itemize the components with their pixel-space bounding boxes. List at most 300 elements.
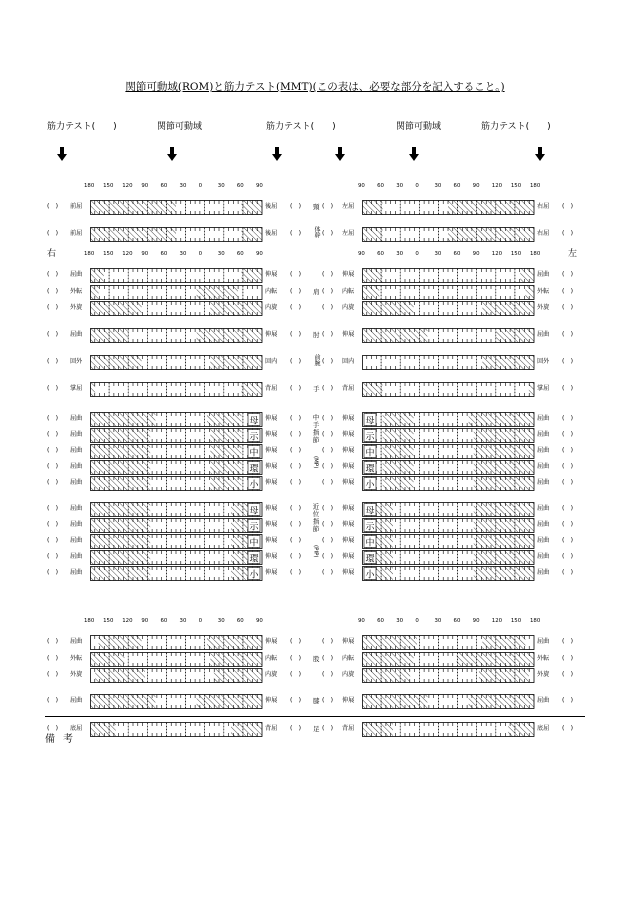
finger-label: 示 xyxy=(365,432,375,443)
rom-scale-box[interactable] xyxy=(90,227,263,242)
rom-scale-box[interactable] xyxy=(362,534,535,549)
hatched-region xyxy=(241,269,262,283)
group-label-pip-abbr: (PIP) xyxy=(312,545,319,558)
hatched-region xyxy=(90,356,142,370)
mmt-paren-left: ( ) xyxy=(47,638,59,645)
mmt-paren-mid-right: ( ) xyxy=(322,725,334,732)
motion-label-right-1: 伸展 xyxy=(342,569,355,576)
mmt-paren-mid-left: ( ) xyxy=(290,671,302,678)
hatched-region xyxy=(90,503,150,517)
scale-tick-label: 120 xyxy=(122,251,133,257)
rom-scale-box[interactable] xyxy=(362,476,535,491)
motion-label-right-2: 屈曲 xyxy=(537,271,550,278)
scale-tick-label: 180 xyxy=(84,183,95,189)
rom-scale-box[interactable] xyxy=(362,635,535,650)
rom-scale-box[interactable] xyxy=(90,694,263,709)
hatched-region xyxy=(383,461,414,475)
motion-label-left-2: 内転 xyxy=(265,288,278,295)
rom-scale-box[interactable] xyxy=(362,518,535,533)
scale-tick-label: 90 xyxy=(358,618,365,624)
header-mmt-3: 筋力テスト( ) xyxy=(481,122,551,132)
mmt-paren-mid-left: ( ) xyxy=(290,553,302,560)
motion-label-left-1: 屈曲 xyxy=(70,697,83,704)
motion-label-left-2: 伸展 xyxy=(265,638,278,645)
scale-tick-label: 0 xyxy=(415,183,419,189)
mmt-paren-mid-right: ( ) xyxy=(322,415,334,422)
finger-label: 母 xyxy=(249,506,259,517)
mmt-paren-mid-right: ( ) xyxy=(322,671,334,678)
down-arrow-icon xyxy=(57,147,67,161)
motion-label-right-1: 伸展 xyxy=(342,537,355,544)
hatched-region xyxy=(197,286,238,300)
mmt-paren-right: ( ) xyxy=(562,638,574,645)
rom-scale-box[interactable] xyxy=(90,200,263,215)
mmt-paren-left: ( ) xyxy=(47,671,59,678)
hatched-region xyxy=(520,269,534,283)
mmt-paren-right: ( ) xyxy=(562,505,574,512)
hatched-region xyxy=(474,429,534,443)
motion-label-right-2: 屈曲 xyxy=(537,537,550,544)
hatched-region xyxy=(474,535,534,549)
motion-label-right-2: 屈曲 xyxy=(537,505,550,512)
rom-scale-box[interactable] xyxy=(90,652,263,667)
hatched-region xyxy=(383,445,414,459)
mmt-paren-left: ( ) xyxy=(47,537,59,544)
hatched-region xyxy=(529,383,534,397)
scale-tick-label: 90 xyxy=(256,183,263,189)
down-arrow-icon xyxy=(535,147,545,161)
rom-scale-box[interactable] xyxy=(90,635,263,650)
mmt-paren-mid-right: ( ) xyxy=(322,447,334,454)
mmt-paren-left: ( ) xyxy=(47,447,59,454)
mmt-paren-right: ( ) xyxy=(562,288,574,295)
motion-label-left-2: 伸展 xyxy=(265,553,278,560)
rom-scale-box[interactable] xyxy=(362,428,535,443)
rom-scale-box[interactable] xyxy=(362,502,535,517)
rom-scale-box[interactable] xyxy=(90,566,263,581)
rom-scale-box[interactable] xyxy=(90,444,263,459)
motion-label-right-1: 伸展 xyxy=(342,553,355,560)
down-arrow-icon xyxy=(167,147,177,161)
mmt-paren-mid-right: ( ) xyxy=(322,638,334,645)
mmt-paren-mid-right: ( ) xyxy=(322,385,334,392)
motion-label-left-2: 伸展 xyxy=(265,271,278,278)
rom-scale-box[interactable] xyxy=(90,285,263,300)
mmt-paren-mid-right: ( ) xyxy=(322,230,334,237)
motion-label-left-1: 屈曲 xyxy=(70,415,83,422)
scale-tick-label: 60 xyxy=(236,183,244,189)
mmt-paren-left: ( ) xyxy=(47,271,59,278)
rom-scale-box[interactable] xyxy=(362,328,535,343)
scale-tick-label: 60 xyxy=(453,618,461,624)
hatched-region xyxy=(210,429,241,443)
scale-tick-label: 120 xyxy=(491,183,503,189)
mmt-paren-mid-left: ( ) xyxy=(290,415,302,422)
motion-label-right-1: 伸展 xyxy=(342,431,355,438)
mmt-paren-mid-left: ( ) xyxy=(290,271,302,278)
header-mmt-1: 筋力テスト( ) xyxy=(47,122,117,132)
mmt-paren-left: ( ) xyxy=(47,230,59,237)
mmt-paren-left: ( ) xyxy=(47,203,59,210)
mmt-paren-mid-right: ( ) xyxy=(322,358,334,365)
motion-label-left-1: 屈曲 xyxy=(70,553,83,560)
divider-line xyxy=(45,716,585,717)
joint-label: 手 xyxy=(313,385,320,393)
mmt-paren-right: ( ) xyxy=(562,415,574,422)
header-rom-2: 関節可動域 xyxy=(396,122,442,132)
hatched-region xyxy=(362,653,414,667)
rom-scale-box[interactable] xyxy=(362,285,535,300)
motion-label-left-2: 伸展 xyxy=(265,537,278,544)
mmt-paren-mid-left: ( ) xyxy=(290,725,302,732)
motion-label-right-2: 屈曲 xyxy=(537,553,550,560)
joint-label: 体幹 xyxy=(313,226,320,238)
finger-label: 環 xyxy=(249,554,259,565)
motion-label-left-1: 外転 xyxy=(70,288,83,295)
finger-label: 中 xyxy=(365,448,375,459)
hatched-region xyxy=(241,383,262,397)
rom-scale-box[interactable] xyxy=(90,460,263,475)
hatched-region xyxy=(482,302,534,316)
motion-label-left-1: 屈曲 xyxy=(70,271,83,278)
hatched-region xyxy=(362,383,383,397)
mmt-paren-left: ( ) xyxy=(47,331,59,338)
motion-label-left-2: 伸展 xyxy=(265,569,278,576)
motion-label-right-2: 屈曲 xyxy=(537,331,550,338)
motion-label-right-2: 屈曲 xyxy=(537,697,550,704)
mmt-paren-mid-left: ( ) xyxy=(290,331,302,338)
finger-label: 示 xyxy=(249,432,259,443)
finger-label: 示 xyxy=(365,522,375,533)
hatched-region xyxy=(474,551,534,565)
motion-label-left-2: 内転 xyxy=(265,655,278,662)
mmt-paren-mid-right: ( ) xyxy=(322,288,334,295)
hatched-region xyxy=(90,567,150,581)
mmt-paren-right: ( ) xyxy=(562,331,574,338)
mmt-paren-left: ( ) xyxy=(47,463,59,470)
mmt-paren-right: ( ) xyxy=(562,304,574,311)
motion-label-left-1: 屈曲 xyxy=(70,431,83,438)
rom-scale-box[interactable] xyxy=(362,550,535,565)
mmt-paren-left: ( ) xyxy=(47,288,59,295)
joint-label: 前腕 xyxy=(313,354,320,366)
motion-label-right-2: 外旋 xyxy=(537,671,550,678)
motion-label-left-2: 背屈 xyxy=(265,385,278,392)
rom-scale-box[interactable] xyxy=(362,652,535,667)
motion-label-left-1: 屈曲 xyxy=(70,479,83,486)
scale-tick-label: 30 xyxy=(179,251,187,257)
motion-label-left-1: 前屈 xyxy=(70,230,83,237)
hatched-region xyxy=(525,286,534,300)
hatched-region xyxy=(474,519,534,533)
joint-label: 肘 xyxy=(313,331,320,339)
rom-scale-box[interactable] xyxy=(362,301,535,316)
hatched-region xyxy=(90,477,150,491)
side-right-label: 右 xyxy=(47,249,57,259)
motion-label-left-1: 屈曲 xyxy=(70,505,83,512)
hatched-region xyxy=(207,636,262,650)
hatched-region xyxy=(474,477,534,491)
scale-tick-label: 120 xyxy=(491,251,503,257)
motion-label-right-1: 内転 xyxy=(342,655,355,662)
motion-label-right-2: 回外 xyxy=(537,358,550,365)
rom-scale-box[interactable] xyxy=(362,722,535,737)
motion-label-right-2: 右屈 xyxy=(537,203,550,210)
rom-scale-box[interactable] xyxy=(90,268,263,283)
mmt-paren-mid-left: ( ) xyxy=(290,569,302,576)
mmt-paren-mid-left: ( ) xyxy=(290,447,302,454)
rom-scale-box[interactable] xyxy=(90,476,263,491)
rom-scale-box[interactable] xyxy=(90,382,263,397)
hatched-region xyxy=(210,461,241,475)
mmt-paren-right: ( ) xyxy=(562,671,574,678)
rom-scale-box[interactable] xyxy=(90,518,263,533)
mmt-paren-right: ( ) xyxy=(562,537,574,544)
mmt-paren-mid-left: ( ) xyxy=(290,479,302,486)
scale-tick-label: 60 xyxy=(160,251,168,257)
scale-tick-label: 30 xyxy=(179,183,187,189)
rom-scale-box[interactable] xyxy=(362,382,535,397)
motion-label-right-1: 伸展 xyxy=(342,521,355,528)
motion-label-left-1: 掌屈 xyxy=(70,385,83,392)
hatched-region xyxy=(210,477,241,491)
hatched-region xyxy=(241,201,262,215)
group-label-mp: 中手指節 xyxy=(311,414,320,444)
motion-label-left-1: 底屈 xyxy=(70,725,83,732)
mmt-paren-right: ( ) xyxy=(562,553,574,560)
mmt-paren-mid-left: ( ) xyxy=(290,537,302,544)
joint-label: 膝 xyxy=(313,697,320,705)
rom-scale-box[interactable] xyxy=(90,428,263,443)
scale-tick-label: 90 xyxy=(141,251,149,257)
mmt-paren-left: ( ) xyxy=(47,553,59,560)
finger-label: 示 xyxy=(249,522,259,533)
motion-label-left-2: 内旋 xyxy=(265,304,278,311)
finger-label: 母 xyxy=(365,506,375,517)
rom-scale-box[interactable] xyxy=(362,694,535,709)
hatched-region xyxy=(90,461,150,475)
mmt-paren-mid-right: ( ) xyxy=(322,655,334,662)
mmt-paren-left: ( ) xyxy=(47,431,59,438)
mmt-paren-right: ( ) xyxy=(562,358,574,365)
mmt-paren-right: ( ) xyxy=(562,463,574,470)
hatched-region xyxy=(99,636,142,650)
mmt-paren-right: ( ) xyxy=(562,447,574,454)
motion-label-right-1: 内旋 xyxy=(342,671,355,678)
motion-label-right-2: 外転 xyxy=(537,655,550,662)
rom-scale-box[interactable] xyxy=(90,355,263,370)
motion-label-right-2: 外転 xyxy=(537,288,550,295)
motion-label-left-1: 屈曲 xyxy=(70,537,83,544)
scale-tick-label: 90 xyxy=(256,251,263,257)
rom-scale-box[interactable] xyxy=(362,412,535,427)
finger-label: 中 xyxy=(365,538,375,549)
hatched-region xyxy=(210,653,262,667)
motion-label-right-2: 屈曲 xyxy=(537,638,550,645)
mmt-paren-mid-left: ( ) xyxy=(290,288,302,295)
scale-tick-label: 90 xyxy=(256,618,263,624)
scale-tick-label: 150 xyxy=(510,618,522,624)
motion-label-right-2: 底屈 xyxy=(537,725,550,732)
hatched-region xyxy=(90,551,150,565)
scale-tick-label: 60 xyxy=(377,183,384,189)
hatched-region xyxy=(210,302,262,316)
scale-tick-label: 180 xyxy=(84,618,95,624)
scale-tick-label: 150 xyxy=(103,251,114,257)
header-mmt-2: 筋力テスト( ) xyxy=(266,122,336,132)
rom-scale-box[interactable] xyxy=(362,566,535,581)
scale-tick-label: 30 xyxy=(396,618,404,624)
motion-label-left-2: 伸展 xyxy=(265,521,278,528)
scale-tick-label: 150 xyxy=(510,183,522,189)
motion-label-left-2: 後屈 xyxy=(265,203,278,210)
group-label-pip: 近位指節 xyxy=(311,503,320,533)
mmt-paren-mid-left: ( ) xyxy=(290,304,302,311)
mmt-paren-right: ( ) xyxy=(562,479,574,486)
hatched-region xyxy=(210,445,241,459)
rom-scale-box[interactable] xyxy=(90,550,263,565)
motion-label-right-2: 外旋 xyxy=(537,304,550,311)
mmt-paren-mid-right: ( ) xyxy=(322,331,334,338)
motion-label-right-1: 伸展 xyxy=(342,271,355,278)
joint-label: 頸 xyxy=(313,203,320,211)
hatched-region xyxy=(383,477,414,491)
mmt-paren-left: ( ) xyxy=(47,505,59,512)
mmt-paren-right: ( ) xyxy=(562,655,574,662)
motion-label-left-2: 伸展 xyxy=(265,331,278,338)
motion-label-left-2: 伸展 xyxy=(265,505,278,512)
mmt-paren-mid-left: ( ) xyxy=(290,385,302,392)
hatched-region xyxy=(362,302,414,316)
mmt-paren-right: ( ) xyxy=(562,697,574,704)
joint-label: 足 xyxy=(313,725,320,733)
rom-scale-box[interactable] xyxy=(362,268,535,283)
rom-scale-box[interactable] xyxy=(362,200,535,215)
mmt-paren-mid-right: ( ) xyxy=(322,553,334,560)
scale-tick-label: 30 xyxy=(217,618,225,624)
mmt-paren-mid-right: ( ) xyxy=(322,431,334,438)
scale-tick-label: 0 xyxy=(415,618,419,624)
scale-tick-label: 90 xyxy=(141,183,149,189)
mmt-paren-left: ( ) xyxy=(47,655,59,662)
mmt-paren-mid-right: ( ) xyxy=(322,537,334,544)
hatched-region xyxy=(241,228,262,242)
motion-label-right-1: 伸展 xyxy=(342,331,355,338)
mmt-paren-mid-left: ( ) xyxy=(290,358,302,365)
finger-label: 母 xyxy=(249,416,259,427)
mmt-paren-right: ( ) xyxy=(562,521,574,528)
motion-label-left-1: 屈曲 xyxy=(70,569,83,576)
finger-label: 中 xyxy=(249,538,259,549)
form-title: 関節可動域(ROM)と筋力テスト(MMT)(この表は、必要な部分を記入すること。) xyxy=(125,81,505,93)
finger-label: 環 xyxy=(365,554,375,565)
scale-tick-label: 60 xyxy=(160,183,168,189)
motion-label-right-1: 伸展 xyxy=(342,505,355,512)
hatched-region xyxy=(457,653,534,667)
hatched-region xyxy=(90,302,142,316)
rom-scale-box[interactable] xyxy=(362,444,535,459)
motion-label-left-1: 外旋 xyxy=(70,304,83,311)
rom-scale-box[interactable] xyxy=(90,534,263,549)
finger-label: 環 xyxy=(365,464,375,475)
mmt-paren-mid-left: ( ) xyxy=(290,521,302,528)
motion-label-right-1: 伸展 xyxy=(342,463,355,470)
hatched-region xyxy=(383,413,414,427)
scale-tick-label: 30 xyxy=(396,183,404,189)
mmt-paren-right: ( ) xyxy=(562,230,574,237)
motion-label-left-1: 屈曲 xyxy=(70,521,83,528)
rom-scale-box[interactable] xyxy=(90,301,263,316)
finger-label: 小 xyxy=(249,570,259,581)
finger-label: 小 xyxy=(249,480,259,491)
header-rom-1: 関節可動域 xyxy=(157,122,203,132)
motion-label-left-1: 屈曲 xyxy=(70,447,83,454)
mmt-paren-left: ( ) xyxy=(47,521,59,528)
rom-scale-box[interactable] xyxy=(90,722,263,737)
scale-tick-label: 180 xyxy=(530,618,541,624)
finger-label: 母 xyxy=(365,416,375,427)
mmt-paren-left: ( ) xyxy=(47,385,59,392)
scale-tick-label: 60 xyxy=(453,183,461,189)
mmt-paren-mid-right: ( ) xyxy=(322,203,334,210)
motion-label-right-2: 屈曲 xyxy=(537,479,550,486)
rom-scale-box[interactable] xyxy=(362,460,535,475)
scale-tick-label: 30 xyxy=(217,251,225,257)
hatched-region xyxy=(362,228,383,242)
rom-scale-box[interactable] xyxy=(90,668,263,683)
mmt-paren-mid-left: ( ) xyxy=(290,638,302,645)
scale-tick-label: 30 xyxy=(396,251,404,257)
joint-label: 股 xyxy=(313,655,320,663)
mmt-paren-left: ( ) xyxy=(47,697,59,704)
rom-scale-box[interactable] xyxy=(90,328,263,343)
mmt-paren-mid-left: ( ) xyxy=(290,655,302,662)
rom-scale-box[interactable] xyxy=(362,227,535,242)
mmt-paren-mid-left: ( ) xyxy=(290,203,302,210)
scale-tick-label: 30 xyxy=(434,618,442,624)
mmt-paren-right: ( ) xyxy=(562,725,574,732)
motion-label-left-2: 伸展 xyxy=(265,431,278,438)
rom-scale-box[interactable] xyxy=(362,355,535,370)
rom-scale-box[interactable] xyxy=(362,668,535,683)
hatched-region xyxy=(362,636,417,650)
motion-label-left-1: 外旋 xyxy=(70,671,83,678)
down-arrow-icon xyxy=(409,147,419,161)
motion-label-left-1: 外転 xyxy=(70,655,83,662)
scale-tick-label: 150 xyxy=(103,618,114,624)
scale-tick-label: 0 xyxy=(198,251,203,257)
motion-label-left-1: 回外 xyxy=(70,358,83,365)
motion-label-left-2: 伸展 xyxy=(265,479,278,486)
scale-tick-label: 30 xyxy=(217,183,225,189)
scale-tick-label: 30 xyxy=(434,183,442,189)
scale-tick-label: 90 xyxy=(472,618,480,624)
rom-scale-box[interactable] xyxy=(90,502,263,517)
motion-label-right-2: 屈曲 xyxy=(537,431,550,438)
hatched-region xyxy=(90,429,150,443)
hatched-region xyxy=(474,461,534,475)
motion-label-right-2: 屈曲 xyxy=(537,463,550,470)
motion-label-left-1: 屈曲 xyxy=(70,638,83,645)
finger-label: 小 xyxy=(365,570,375,581)
rom-scale-box[interactable] xyxy=(90,412,263,427)
scale-tick-label: 60 xyxy=(236,618,244,624)
mmt-paren-left: ( ) xyxy=(47,725,59,732)
hatched-region xyxy=(383,429,414,443)
motion-label-right-1: 伸展 xyxy=(342,415,355,422)
mmt-paren-mid-left: ( ) xyxy=(290,505,302,512)
motion-label-right-2: 掌屈 xyxy=(537,385,550,392)
